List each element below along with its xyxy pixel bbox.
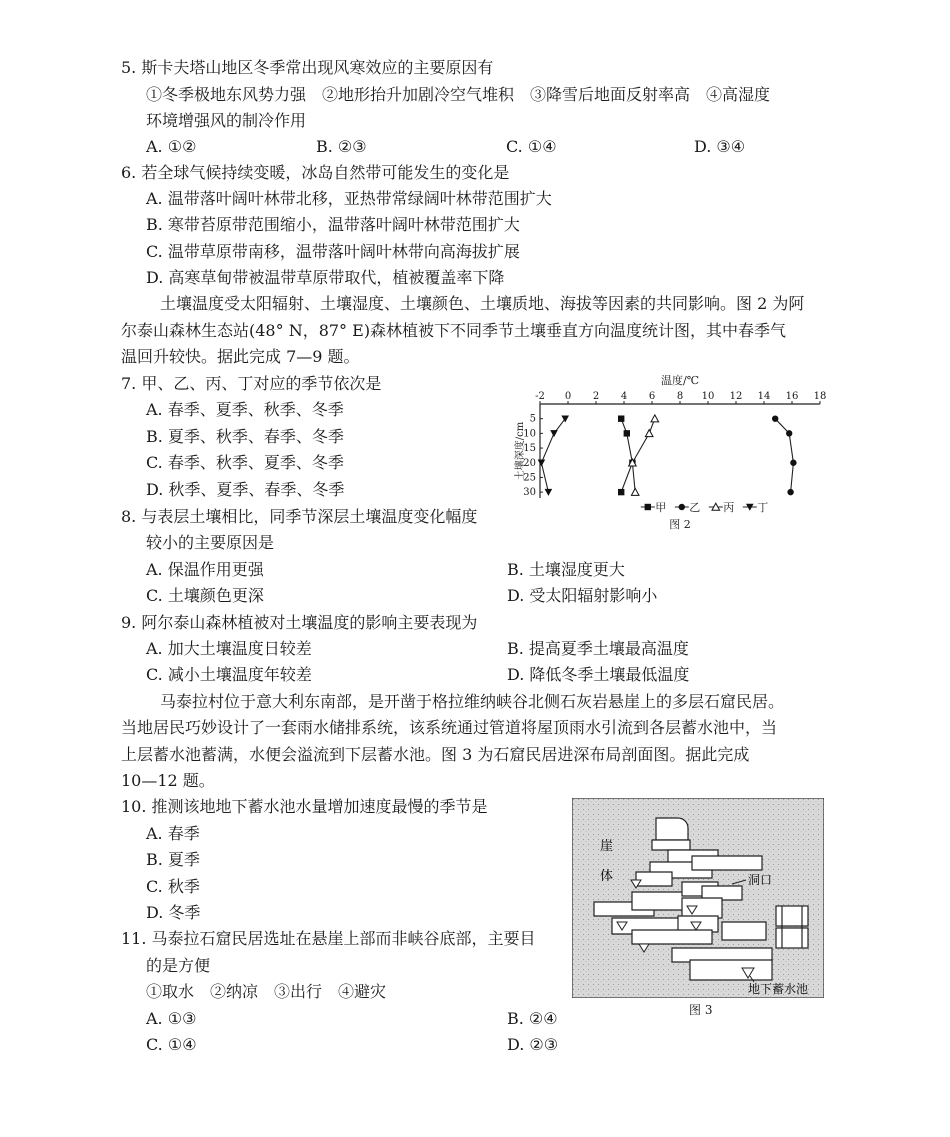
label-cliff-1: 崖 [600,839,614,854]
q5-option-c: C. ①④ [506,137,557,156]
x-tick-label: 18 [813,391,827,402]
x-axis-label: 温度/℃ [660,374,700,387]
q5-option-a: A. ①② [146,137,197,156]
q11-statements: ①取水 ②纳凉 ③出行 ④避灾 [146,982,387,1001]
label-opening: 洞口 [748,873,773,887]
x-tick-label: 10 [701,391,715,402]
series-line-丁 [541,419,565,492]
q11-stem-line2: 的是方便 [146,956,211,975]
q11-option-b: B. ②④ [507,1009,558,1028]
data-point-丙 [645,430,653,437]
passage1-line1: 土壤温度受太阳辐射、土壤湿度、土壤颜色、土壤质地、海拔等因素的共同影响。图 2 为阿 [160,294,805,313]
q10-option-c: C. 秋季 [146,877,200,896]
q9-stem: 9. 阿尔泰山森林植被对土壤温度的影响主要表现为 [121,613,478,632]
y-tick-label: 10 [523,428,536,440]
q6-option-d: D. 高寒草甸带被温带草原带取代，植被覆盖率下降 [146,268,505,287]
figure-2-caption: 图 2 [669,518,691,531]
x-tick-label: 2 [592,391,600,402]
q6-option-c: C. 温带草原带南移，温带落叶阔叶林带向高海拔扩展 [146,242,520,261]
x-tick-label: 12 [729,391,743,402]
label-cistern: 地下蓄水池 [748,982,809,996]
data-point-乙 [787,489,793,495]
q8-option-d: D. 受太阳辐射影响小 [507,586,658,605]
series-line-乙 [775,419,793,492]
q11-stem-line1: 11. 马泰拉石窟民居选址在悬崖上部而非峡谷底部，主要目 [121,929,536,948]
q10-option-d: D. 冬季 [146,903,201,922]
q10-stem: 10. 推测该地地下蓄水池水量增加速度最慢的季节是 [121,797,488,816]
passage2-line1: 马泰拉村位于意大利东南部，是开凿于格拉维纳峡谷北侧石灰岩悬崖上的多层石窟民居。 [160,692,785,711]
q6-option-a: A. 温带落叶阔叶林带北移，亚热带常绿阔叶林带范围扩大 [146,189,552,208]
x-tick-label: 4 [620,391,628,402]
x-tick-label: 8 [676,391,684,402]
q7-stem: 7. 甲、乙、丙、丁对应的季节依次是 [121,374,382,393]
legend-label-丁: 丁 [757,501,769,514]
passage1-line3: 温回升较快。据此完成 7—9 题。 [121,347,360,366]
q8-option-b: B. 土壤湿度更大 [507,560,625,579]
data-point-乙 [772,415,778,421]
y-tick-label: 25 [523,472,536,484]
q5-option-d: D. ③④ [694,137,746,156]
q7-option-a: A. 春季、夏季、秋季、冬季 [146,400,344,419]
q7-option-d: D. 秋季、夏季、春季、冬季 [146,480,345,499]
q7-option-b: B. 夏季、秋季、春季、冬季 [146,427,344,446]
y-tick-label: 15 [523,443,536,455]
legend-label-丙: 丙 [723,501,735,514]
q8-stem-line2: 较小的主要原因是 [146,533,275,552]
label-cliff-2: 体 [600,869,614,884]
q10-option-b: B. 夏季 [146,850,200,869]
q9-option-a: A. 加大土壤温度日较差 [146,639,312,658]
data-point-丙 [651,415,659,422]
passage2-line3: 上层蓄水池蓄满，水便会溢流到下层蓄水池。图 3 为石窟民居进深布局剖面图。据此完成 [121,745,750,764]
x-tick-label: 16 [785,391,799,402]
q9-option-b: B. 提高夏季土壤最高温度 [507,639,689,658]
data-point-丁 [545,489,553,496]
data-point-乙 [790,460,796,466]
q9-option-c: C. 减小土壤温度年较差 [146,665,312,684]
x-tick-label: 0 [564,391,572,402]
q6-stem: 6. 若全球气候持续变暖，冰岛自然带可能发生的变化是 [121,163,510,182]
q11-option-d: D. ②③ [507,1035,559,1054]
figure-3-cross-section [572,798,824,998]
q8-option-c: C. 土壤颜色更深 [146,586,264,605]
y-tick-label: 5 [529,413,536,425]
q11-option-a: A. ①③ [146,1009,197,1028]
q9-option-d: D. 降低冬季土壤最低温度 [507,665,690,684]
figure-2-chart [510,372,830,534]
data-point-丁 [550,430,558,437]
series-line-甲 [621,419,632,492]
legend-marker-甲 [645,504,651,510]
passage2-line4: 10—12 题。 [121,771,215,790]
q5-statements-line2: 环境增强风的制冷作用 [146,111,307,130]
passage1-line2: 尔泰山森林生态站(48° N，87° E)森林植被下不同季节土壤垂直方向温度统计图，其中春季气 [121,321,787,340]
y-axis-label: 土壤深度/cm [515,421,526,481]
legend-label-乙: 乙 [689,501,701,514]
data-point-丁 [538,460,546,467]
data-point-甲 [618,415,624,421]
data-point-丙 [631,488,639,495]
passage2-line2: 当地居民巧妙设计了一套雨水储排系统，该系统通过管道将屋顶雨水引流到各层蓄水池中，当 [121,718,778,737]
data-point-甲 [618,489,624,495]
legend-marker-乙 [679,504,685,510]
legend-label-甲: 甲 [655,501,667,514]
q7-option-c: C. 春季、秋季、夏季、冬季 [146,453,344,472]
figure-3-caption: 图 3 [689,1003,713,1017]
q8-option-a: A. 保温作用更强 [146,560,264,579]
q6-option-b: B. 寒带苔原带范围缩小，温带落叶阔叶林带范围扩大 [146,215,520,234]
data-point-乙 [786,430,792,436]
q5-statements-line1: ①冬季极地东风势力强 ②地形抬升加剧冷空气堆积 ③降雪后地面反射率高 ④高湿度 [146,85,771,104]
y-tick-label: 20 [523,457,536,469]
x-tick-label: -2 [535,391,545,402]
q11-option-c: C. ①④ [146,1035,197,1054]
q5-option-b: B. ②③ [316,137,367,156]
x-tick-label: 6 [648,391,656,402]
series-line-丙 [632,419,654,492]
q5-stem: 5. 斯卡夫塔山地区冬季常出现风寒效应的主要原因有 [121,58,494,77]
q10-option-a: A. 春季 [146,824,200,843]
data-point-甲 [624,430,630,436]
y-tick-label: 30 [523,487,536,499]
x-tick-label: 14 [757,391,771,402]
q8-stem-line1: 8. 与表层土壤相比，同季节深层土壤温度变化幅度 [121,507,478,526]
